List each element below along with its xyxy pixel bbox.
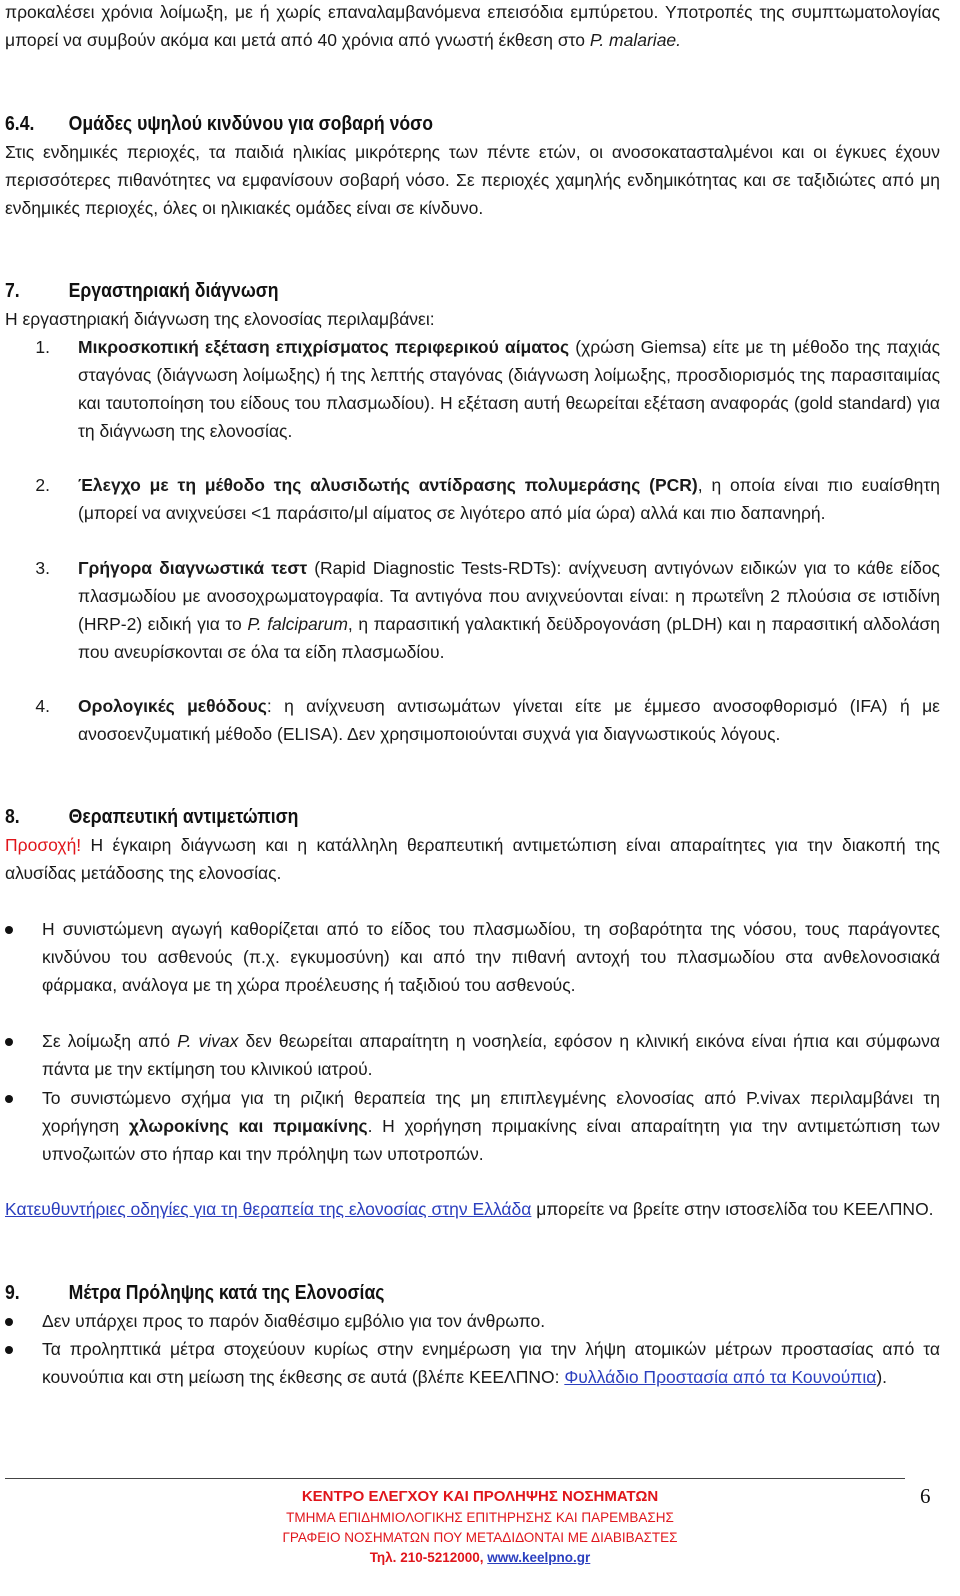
section-9-heading	[5, 1279, 384, 1307]
guidelines-link[interactable]: Κατευθυντήριες οδηγίες για τη θεραπεία της ελονοσίας στην Ελλάδα	[5, 1199, 532, 1219]
species-p-malariae: P. malariae.	[589, 30, 682, 50]
section-number: 9.	[5, 1281, 20, 1304]
footer-office: ΓΡΑΦΕΙΟ ΝΟΣΗΜΑΤΩΝ ΠΟΥ ΜΕΤΑΔΙΔΟΝΤΑΙ ΜΕ ΔΙΑΒΙΒΑΣΤΕΣ	[282, 1530, 678, 1545]
footer-contact: Τηλ. 210-5212000, www.keelpno.gr	[369, 1550, 591, 1565]
intro-paragraph: προκαλέσει χρόνια λοίμωξη, με ή χωρίς επαναλαμβανόμενα επεισόδια εμπύρετου. Υποτροπές της συμπτωματολογίας μπορεί να συμβούν ακόμα και μετά από 40 χρόνια από γνωστή έκθεση στο P. malariae.	[5, 2, 940, 50]
section-8-heading	[5, 803, 298, 831]
section-title: Μέτρα Πρόληψης κατά της Ελονοσίας	[68, 1281, 385, 1304]
footer-department: ΤΜΗΜΑ ΕΠΙΔΗΜΙΟΛΟΓΙΚΗΣ ΕΠΙΤΗΡΗΣΗΣ ΚΑΙ ΠΑΡΕΜΒΑΣΗΣ	[286, 1510, 674, 1525]
bullet-icon	[5, 926, 13, 934]
section-6-4-heading	[5, 110, 433, 138]
warning-label: Προσοχή!	[5, 835, 82, 855]
list-marker: 4.	[35, 696, 50, 716]
guidelines-paragraph: Κατευθυντήριες οδηγίες για τη θεραπεία της ελονοσίας στην Ελλάδα μπορείτε να βρείτε στην ιστοσελίδα του ΚΕΕΛΠΝΟ.	[5, 1199, 934, 1219]
list-marker: 3.	[35, 558, 50, 578]
section-6-4-paragraph: Στις ενδημικές περιοχές, τα παιδιά ηλικίας μικρότερης των πέντε ετών, οι ανοσοκατασταλμένοι και οι έγκυες έχουν περισσότερες πιθανότητες να εμφανίσουν σοβαρή νόσο. Σε περιοχές χαμηλής ενδημικότητας και σε ταξιδιώτες από μη ενδημικές περιοχές, όλες οι ηλικιακές ομάδες είναι σε κίνδυνο.	[5, 142, 940, 218]
section-number: 6.4.	[5, 112, 35, 135]
section-title: Εργαστηριακή διάγνωση	[68, 279, 279, 302]
footer-divider	[5, 1478, 905, 1479]
section-number: 8.	[5, 805, 20, 828]
bullet-icon	[5, 1318, 13, 1326]
section-7-intro: Η εργαστηριακή διάγνωση της ελονοσίας περιλαμβάνει:	[5, 309, 435, 329]
warning-paragraph: Προσοχή! Η έγκαιρη διάγνωση και η κατάλληλη θεραπευτική αντιμετώπιση είναι απαραίτητες για την διακοπή της αλυσίδας μετάδοσης της ελονοσίας.	[5, 835, 940, 883]
mosquito-leaflet-link[interactable]: Φυλλάδιο Προστασία από τα Κουνούπια	[564, 1367, 877, 1387]
section-title: Θεραπευτική αντιμετώπιση	[68, 805, 299, 828]
website-link[interactable]: www.keelpno.gr	[487, 1550, 591, 1565]
list-marker: 1.	[35, 337, 50, 357]
section-7-heading	[5, 277, 279, 305]
list-marker: 2.	[35, 475, 50, 495]
section-number: 7.	[5, 279, 20, 302]
bullet-icon	[5, 1346, 13, 1354]
footer-organization: ΚΕΝΤΡΟ ΕΛΕΓΧΟΥ ΚΑΙ ΠΡΟΛΗΨΗΣ ΝΟΣΗΜΑΤΩΝ	[301, 1488, 659, 1505]
bullet-icon	[5, 1038, 13, 1046]
section-title: Ομάδες υψηλού κινδύνου για σοβαρή νόσο	[68, 112, 434, 135]
document-page: προκαλέσει χρόνια λοίμωξη, με ή χωρίς επαναλαμβανόμενα επεισόδια εμπύρετου. Υποτροπές της συμπτωματολογίας μπορεί να συμβούν ακόμα και μετά από 40 χρόνια από γνωστή έκθεση στο P. malariae. 6.4. Ομάδες υψηλού κινδύνου για σοβαρή νόσο Στις ενδημικές περιοχές, τα παιδιά ηλικίας μικρότερης των πέντε ετών, οι ανοσοκατασταλμένοι και οι έγκυες έχουν περισσότερες πιθανότητες να εμφανίσουν σοβαρή νόσο. Σε περιοχές χαμηλής ενδημικότητας και σε ταξιδιώτες από μη ενδημικές περιοχές, όλες οι ηλικιακές ομάδες είναι σε κίνδυνο. 7. Εργαστηριακή διάγνωση Η εργαστηριακή διάγνωση της ελονοσίας περιλαμβάνει: 1. Μικροσκοπική εξέταση επιχρίσματος περιφερικού αίματος (χρώση Giemsa) είτε με τη μέθοδο της παχιάς σταγόνας (διάγνωση λοίμωξης) ή της λεπτής σταγόνας (διάγνωση λοίμωξης, προσδιορισμός της παρασιταιμίας και ταυτοποίηση του είδους του πλασμωδίου). Η εξέταση αυτή θεωρείται εξέταση αναφοράς (gold standard) για τη διάγνωση της ελονοσίας. 2. Έλεγχο με τη μέθοδο της αλυσιδωτής αντίδρασης πολυμεράσης (PCR), η οποία είναι πιο ευαίσθητη (μπορεί να ανιχνεύσει <1 παράσιτο/μl αίματος σε λιγότερο από μία ώρα) αλλά και πιο δαπανηρή. 3. Γρήγορα διαγνωστικά τεστ (Rapid Diagnostic Tests-RDTs): ανίχνευση αντιγόνων ειδικών για το κάθε είδος πλασμωδίου με ανοσοχρωματογραφία. Τα αντιγόνα που ανιχνεύονται είναι: η πρωτεΐνη 2 πλούσια σε ιστιδίνη (HRP-2) ειδική για το P. falciparum, η παρασιτική γαλακτική δεϋδρογονάση (pLDH) και η παρασιτική αλδολάση που ανευρίσκονται σε όλα τα είδη πλασμωδίου. 4. Ορολογικές μεθόδους: η ανίχνευση αντισωμάτων γίνεται είτε με έμμεσο ανοσοφθορισμό (IFA) ή με ανοσοενζυματική μέθοδο (ELISA). Δεν χρησιμοποιούνται συχνά για διαγνωστικούς λόγους. 8. Θεραπευτική αντιμετώπιση Προσοχή! Η έγκαιρη διάγνωση και η κατάλληλη θεραπευτική αντιμετώπιση είναι απαραίτητες για την διακοπή της αλυσίδας μετάδοσης της ελονοσίας. Η συνιστώμενη αγωγή καθορίζεται από το είδος του πλασμωδίου, τη σοβαρότητα της νόσου, τους παράγοντες κινδύνου του ασθενούς (π.χ. εγκυμοσύνη) και από την πιθανή αντοχή του πλασμωδίου στα ανθελονοσιακά φάρμακα, ανάλογα με τη χώρα προέλευσης ή ταξιδιού του ασθενούς. Σε λοίμωξη από P. vivax δεν θεωρείται απαραίτητη η νοσηλεία, εφόσον η κλινική εικόνα είναι ήπια και σύμφωνα πάντα με την εκτίμηση του κλινικού ιατρού. Το συνιστώμενο σχήμα για τη ριζική θεραπεία της μη επιπλεγμένης ελονοσίας από P.vivax περιλαμβάνει τη χορήγηση χλωροκίνης και πριμακίνης. Η χορήγηση πριμακίνης είναι απαραίτητη για την αντιμετώπιση των υπνοζωιτών στο ήπαρ και την πρόληψη των υποτροπών. Κατευθυντήριες οδηγίες για τη θεραπεία της ελονοσίας στην Ελλάδα μπορείτε να βρείτε στην ιστοσελίδα του ΚΕΕΛΠΝΟ. 9. Μέτρα Πρόληψης κατά της Ελονοσίας Δεν υπάρχει προς το παρόν διαθέσιμο εμβόλιο για τον άνθρωπο. Τα προληπτικά μέτρα στοχεύουν κυρίως στην ενημέρωση για την λήψη ατομικών μέτρων προστασίας από τα κουνούπια και στη μείωση της έκθεσης σε αυτά (βλέπε ΚΕΕΛΠΝΟ: Φυλλάδιο Προστασία από τα Κουνούπια). ΚΕΝΤΡΟ ΕΛΕΓΧΟΥ ΚΑΙ ΠΡΟΛΗΨΗΣ ΝΟΣΗΜΑΤΩΝ ΤΜΗΜΑ ΕΠΙΔΗΜΙΟΛΟΓΙΚΗΣ ΕΠΙΤΗΡΗΣΗΣ ΚΑΙ ΠΑΡΕΜΒΑΣΗΣ ΓΡΑΦΕΙΟ ΝΟΣΗΜΑΤΩΝ ΠΟΥ ΜΕΤΑΔΙΔΟΝΤΑΙ ΜΕ ΔΙΑΒΙΒΑΣΤΕΣ Τηλ. 210-5212000, www.keelpno.gr 6	[0, 0, 960, 1596]
bullet-icon	[5, 1095, 13, 1103]
page-number: 6	[920, 1484, 931, 1508]
